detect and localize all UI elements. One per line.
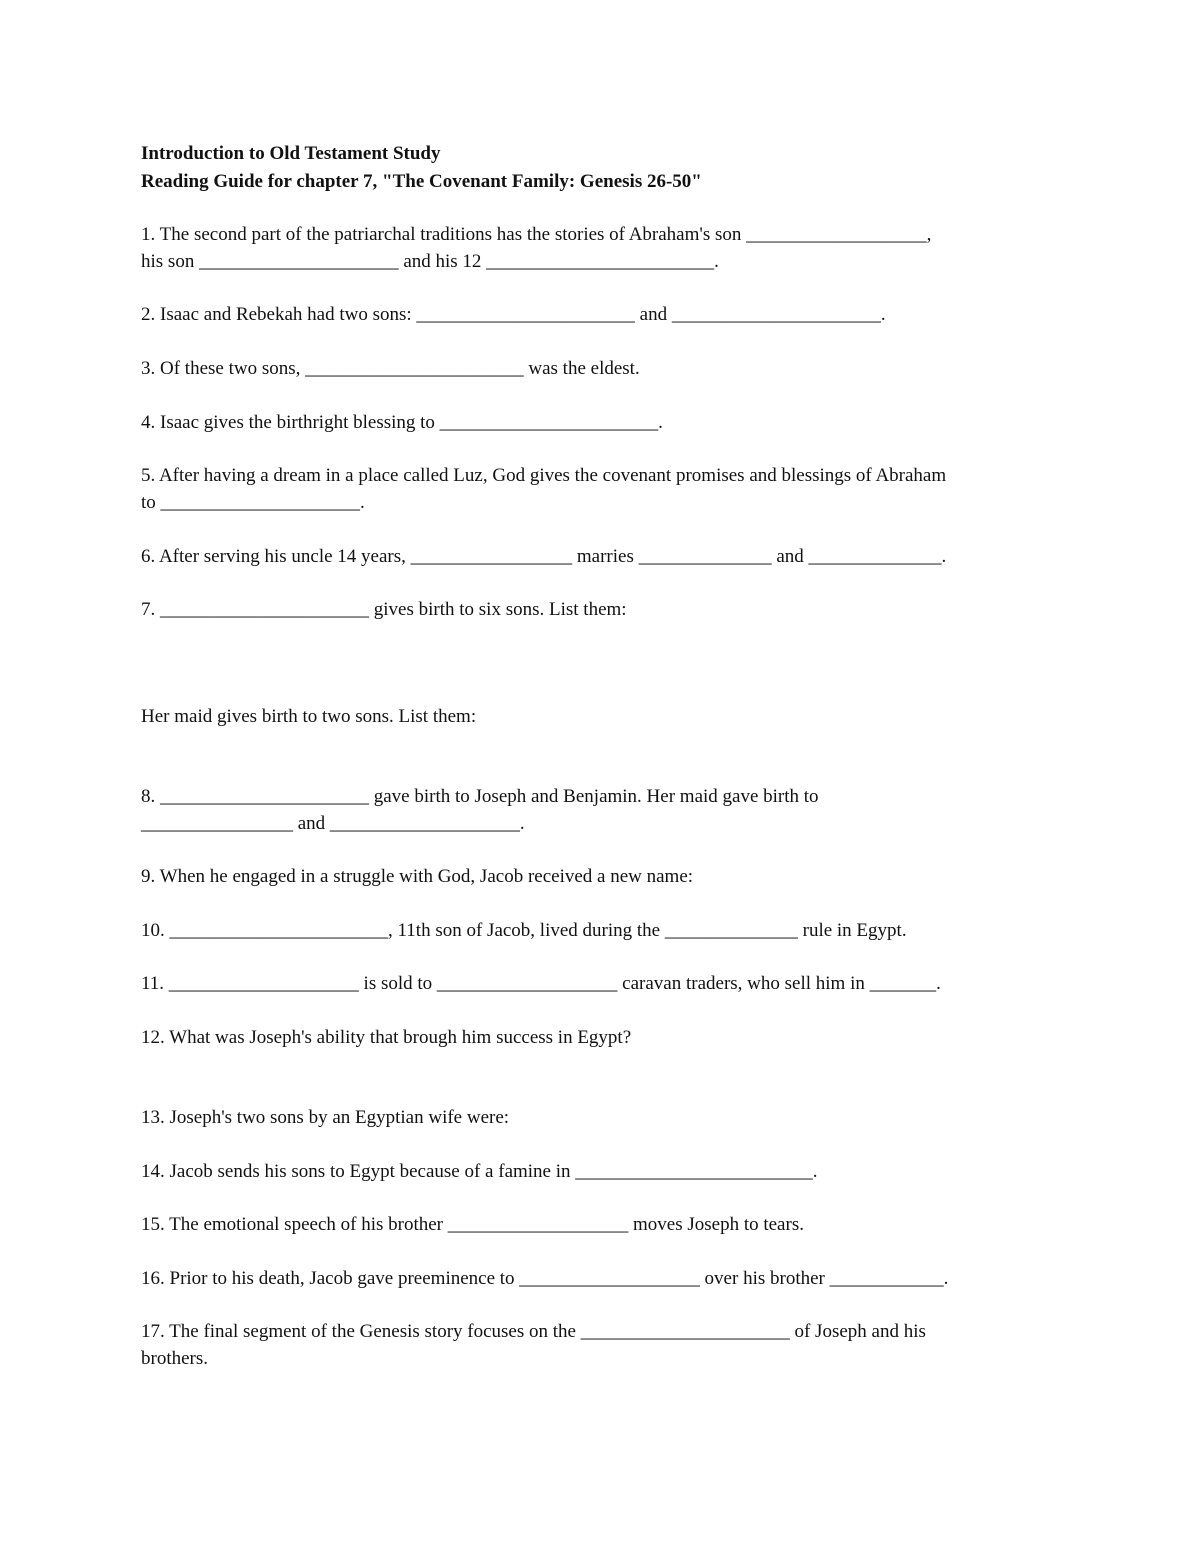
question-8-line-2: ________________ and ____________________. xyxy=(141,813,525,834)
question-13: 13. Joseph's two sons by an Egyptian wife were: xyxy=(141,1107,510,1128)
question-16: 16. Prior to his death, Jacob gave preeminence to ___________________ over his brother ____________. xyxy=(141,1268,949,1289)
question-11: 11. ____________________ is sold to ___________________ caravan traders, who sell him in _______. xyxy=(141,973,941,994)
question-7-maid: Her maid gives birth to two sons. List them: xyxy=(141,706,477,727)
document-title: Introduction to Old Testament Study xyxy=(141,143,441,164)
question-14: 14. Jacob sends his sons to Egypt because of a famine in _________________________. xyxy=(141,1161,818,1182)
question-12: 12. What was Joseph's ability that brough him success in Egypt? xyxy=(141,1027,632,1048)
question-1-line-2: his son _____________________ and his 12 ________________________. xyxy=(141,251,719,272)
question-17-line-1: 17. The final segment of the Genesis story focuses on the ______________________ of Joseph and his xyxy=(141,1321,926,1342)
question-9: 9. When he engaged in a struggle with God, Jacob received a new name: xyxy=(141,866,694,887)
question-7: 7. ______________________ gives birth to six sons. List them: xyxy=(141,599,627,620)
document-subtitle: Reading Guide for chapter 7, "The Covenant Family: Genesis 26-50" xyxy=(141,171,702,192)
question-8-line-1: 8. ______________________ gave birth to Joseph and Benjamin. Her maid gave birth to xyxy=(141,786,819,807)
question-17-line-2: brothers. xyxy=(141,1348,209,1369)
question-5-line-1: 5. After having a dream in a place called Luz, God gives the covenant promises and blessings of Abraham xyxy=(141,465,947,486)
question-6: 6. After serving his uncle 14 years, _________________ marries ______________ and ______________. xyxy=(141,546,947,567)
question-3: 3. Of these two sons, _______________________ was the eldest. xyxy=(141,358,640,379)
question-2: 2. Isaac and Rebekah had two sons: _______________________ and ______________________. xyxy=(141,304,886,325)
question-15: 15. The emotional speech of his brother ___________________ moves Joseph to tears. xyxy=(141,1214,804,1235)
question-5-line-2: to _____________________. xyxy=(141,492,365,513)
question-4: 4. Isaac gives the birthright blessing to _______________________. xyxy=(141,412,663,433)
question-1-line-1: 1. The second part of the patriarchal traditions has the stories of Abraham's son ___________________, xyxy=(141,224,932,245)
question-10: 10. _______________________, 11th son of Jacob, lived during the ______________ rule in Egypt. xyxy=(141,920,907,941)
